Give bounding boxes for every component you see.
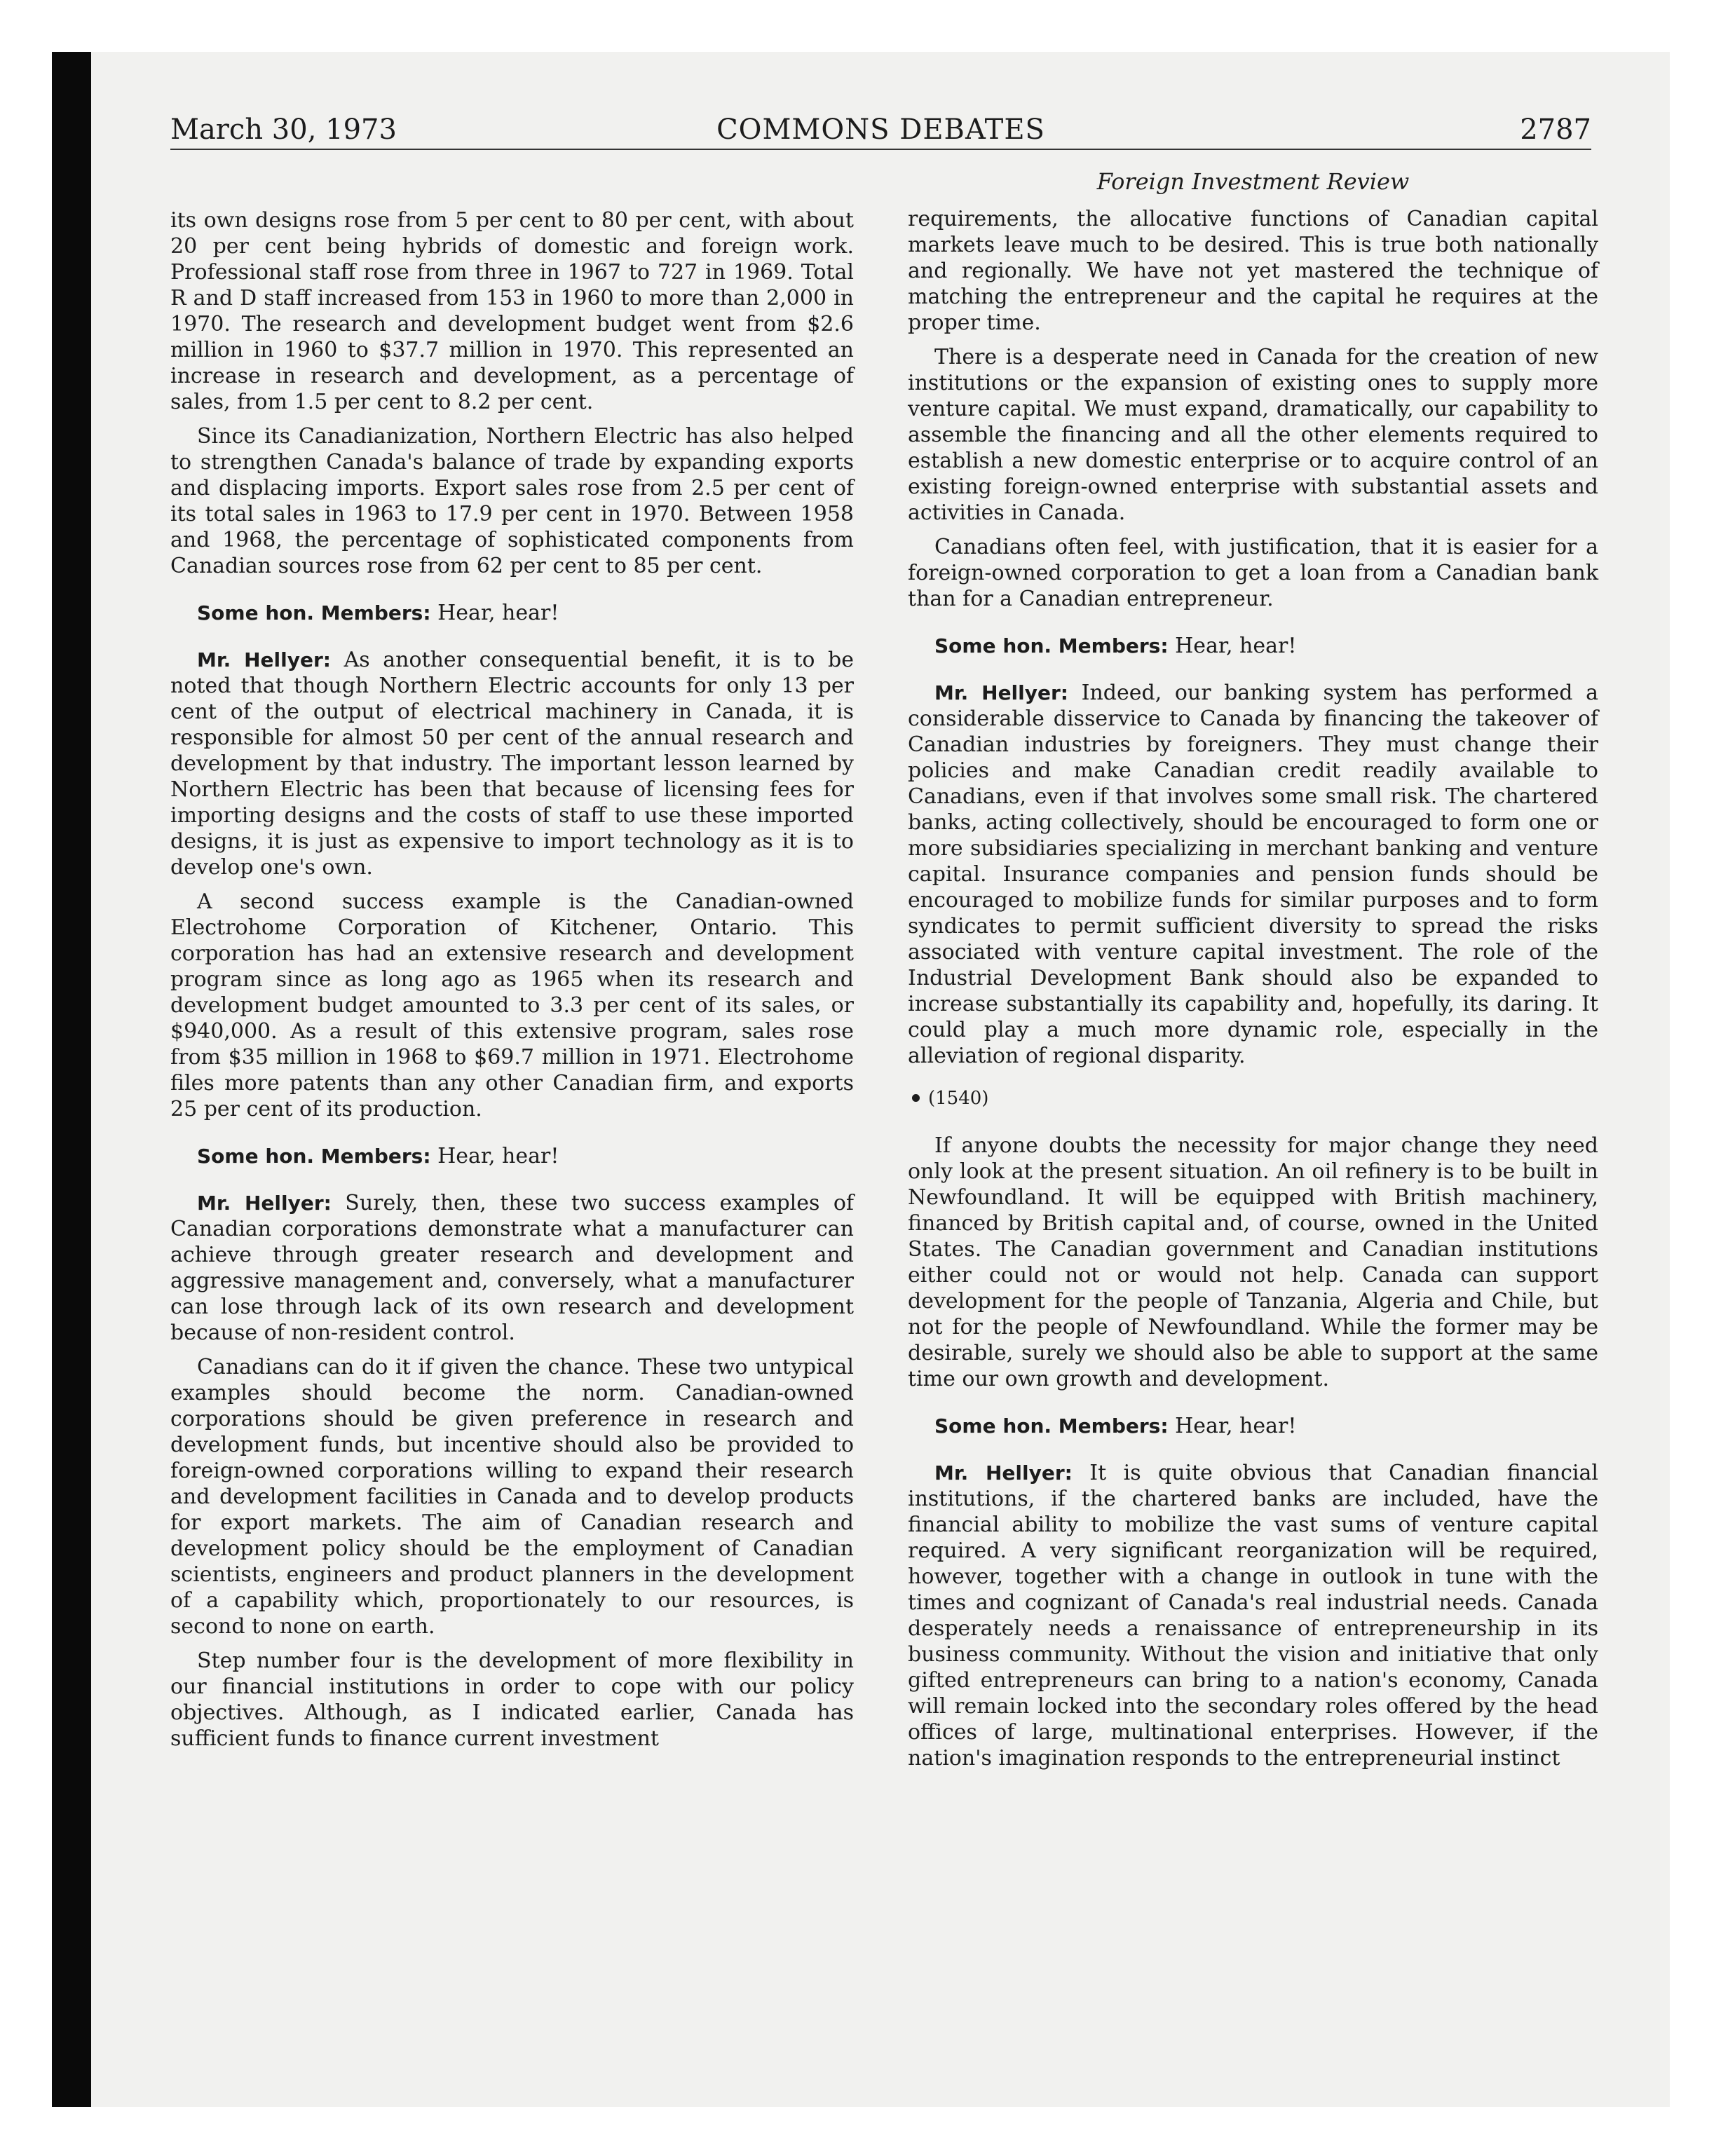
speech (170, 1190, 854, 1346)
interjection (170, 600, 854, 626)
left-column (170, 207, 854, 1760)
interjection (908, 633, 1598, 659)
header-date: March 30, 1973 (170, 114, 397, 146)
interjection (170, 1143, 854, 1169)
subject-heading: Foreign Investment Review (1096, 168, 1410, 195)
page-number: 2787 (1520, 114, 1591, 146)
speech (170, 647, 854, 880)
speaker-name: Some hon. Members: (934, 634, 1169, 657)
speech (908, 680, 1598, 1069)
speech (908, 1460, 1598, 1771)
paragraph: If anyone doubts the necessity for major change they need only look at the present situation. An oil refinery is to be built in Newfoundland. It will be equipped with British machinery, financed by British capital and, of course, owned in the United States. The Canadian government and Canadian institutions either could not or would not help. Canada can support development for the people of Tanzania, Algeria and Chile, but not for the people of Newfoundland. While the former may be desirable, surely we should also be able to support at the same time our own growth and development. (908, 1133, 1598, 1391)
time-marker (908, 1086, 1598, 1112)
time-stamp: (1540) (928, 1088, 989, 1109)
paragraph: A second success example is the Canadian-owned Electrohome Corporation of Kitchener, Ontario. This corporation has had an extensive research and development program since as long ago as 1965 when its research and development budget amounted to 3.3 per cent of its sales, or $940,000. As a result of this extensive program, sales rose from $35 million in 1968 to $69.7 million in 1971. Electrohome files more patents than any other Canadian firm, and exports 25 per cent of its production. (170, 889, 854, 1121)
speech-text: It is quite obvious that Canadian financial institutions, if the chartered banks are included, have the financial ability to mobilize the vast sums of venture capital required. A very significant reorganization will be required, however, together with a change in outlook in tune with the times and cognizant of Canada's real industrial needs. Canada desperately needs a renaissance of entrepreneurship in its business community. Without the vision and initiative that only gifted entrepreneurs can bring to a nation's economy, Canada will remain locked into the secondary roles offered by the head offices of large, multinational enterprises. However, if the nation's imagination responds to the entrepreneurial instinct (908, 1461, 1599, 1770)
speech-text: Indeed, our banking system has performed a considerable disservice to Canada by financing the takeover of Canadian industries by foreigners. They must change their policies and make Canadian credit readily available to Canadians, even if that involves some small risk. The chartered banks, acting collectively, should be encouraged to form one or more subsidiaries specializing in merchant banking and venture capital. Insurance companies and pension funds should be encouraged to mobilize funds for similar purposes and to form syndicates to permit sufficient diversity to spread the risks associated with venture capital investment. The role of the Industrial Development Bank should also be expanded to increase substantially its capability and, hopefully, its daring. It could play a much more dynamic role, especially in the alleviation of regional disparity. (908, 681, 1598, 1068)
paragraph: Since its Canadianization, Northern Electric has also helped to strengthen Canada's balance of trade by expanding exports and displacing imports. Export sales rose from 2.5 per cent of its total sales in 1963 to 17.9 per cent in 1970. Between 1958 and 1968, the percentage of sophisticated components from Canadian sources rose from 62 per cent to 85 per cent. (170, 424, 854, 578)
speech-text: Surely, then, these two success examples of Canadian corporations demonstrate what a manufacturer can achieve through greater research and development and aggressive management and, conversely, what a manufacturer can lose through lack of its own research and development because of non-resident control. (170, 1191, 854, 1345)
interjection (908, 1413, 1598, 1439)
paragraph: requirements, the allocative functions of Canadian capital markets leave much to be desired. This is true both nationally and regionally. We have not yet mastered the technique of matching the entrepreneur and the capital he requires at the proper time. (908, 207, 1598, 335)
interjection-text: Hear, hear! (437, 1144, 559, 1168)
interjection-text: Hear, hear! (437, 601, 559, 625)
header-title: COMMONS DEBATES (716, 114, 1045, 146)
right-column (908, 206, 1598, 1780)
speaker-name: Mr. Hellyer: (934, 681, 1068, 704)
speaker-name: Mr. Hellyer: (197, 1192, 332, 1215)
speaker-name: Mr. Hellyer: (197, 648, 331, 671)
interjection-text: Hear, hear! (1175, 1414, 1297, 1438)
speaker-name: Some hon. Members: (197, 601, 431, 625)
paragraph: There is a desperate need in Canada for the creation of new institutions or the expansion of existing ones to supply more venture capital. We must expand, dramatically, our capability to assemble the financing and all the other elements required to establish a new domestic enterprise or to acquire control of an existing foreign-owned enterprise with substantial assets and activities in Canada. (908, 345, 1598, 525)
speaker-name: Some hon. Members: (197, 1145, 431, 1168)
page-header (170, 111, 1591, 150)
interjection-text: Hear, hear! (1175, 634, 1297, 658)
paragraph: Canadians often feel, with justification, that it is easier for a foreign-owned corporation to get a loan from a Canadian bank than for a Canadian entrepreneur. (908, 535, 1598, 611)
binding-edge (52, 52, 91, 2107)
paragraph: its own designs rose from 5 per cent to 80 per cent, with about 20 per cent being hybrids of domestic and foreign work. Professional staff rose from three in 1967 to 727 in 1969. Total R and D staff increased from 153 in 1960 to more than 2,000 in 1970. The research and development budget went from $2.6 million in 1960 to $37.7 million in 1970. This represented an increase in research and development, as a percentage of sales, from 1.5 per cent to 8.2 per cent. (170, 208, 854, 414)
speaker-name: Some hon. Members: (934, 1414, 1169, 1438)
bullet-icon (912, 1094, 920, 1102)
paragraph: Step number four is the development of more flexibility in our financial institutions in order to cope with our policy objectives. Although, as I indicated earlier, Canada has sufficient funds to finance current investment (170, 1649, 854, 1751)
paragraph: Canadians can do it if given the chance. These two untypical examples should become the norm. Canadian-owned corporations should be given preference in research and development funds, but incentive should also be provided to foreign-owned corporations willing to expand their research and development facilities in Canada and to develop products for export markets. The aim of Canadian research and development policy should be the employment of Canadian scientists, engineers and product planners in the development of a capability which, proportionately to our resources, is second to none on earth. (170, 1355, 854, 1639)
speaker-name: Mr. Hellyer: (934, 1461, 1073, 1485)
speech-text: As another consequential benefit, it is to be noted that though Northern Electric accounts for only 13 per cent of the output of electrical machinery in Canada, it is responsible for almost 50 per cent of the annual research and development by that industry. The important lesson learned by Northern Electric has been that because of licensing fees for importing designs and the costs of staff to use these imported designs, it is just as expensive to import technology as it is to develop one's own. (170, 648, 854, 880)
